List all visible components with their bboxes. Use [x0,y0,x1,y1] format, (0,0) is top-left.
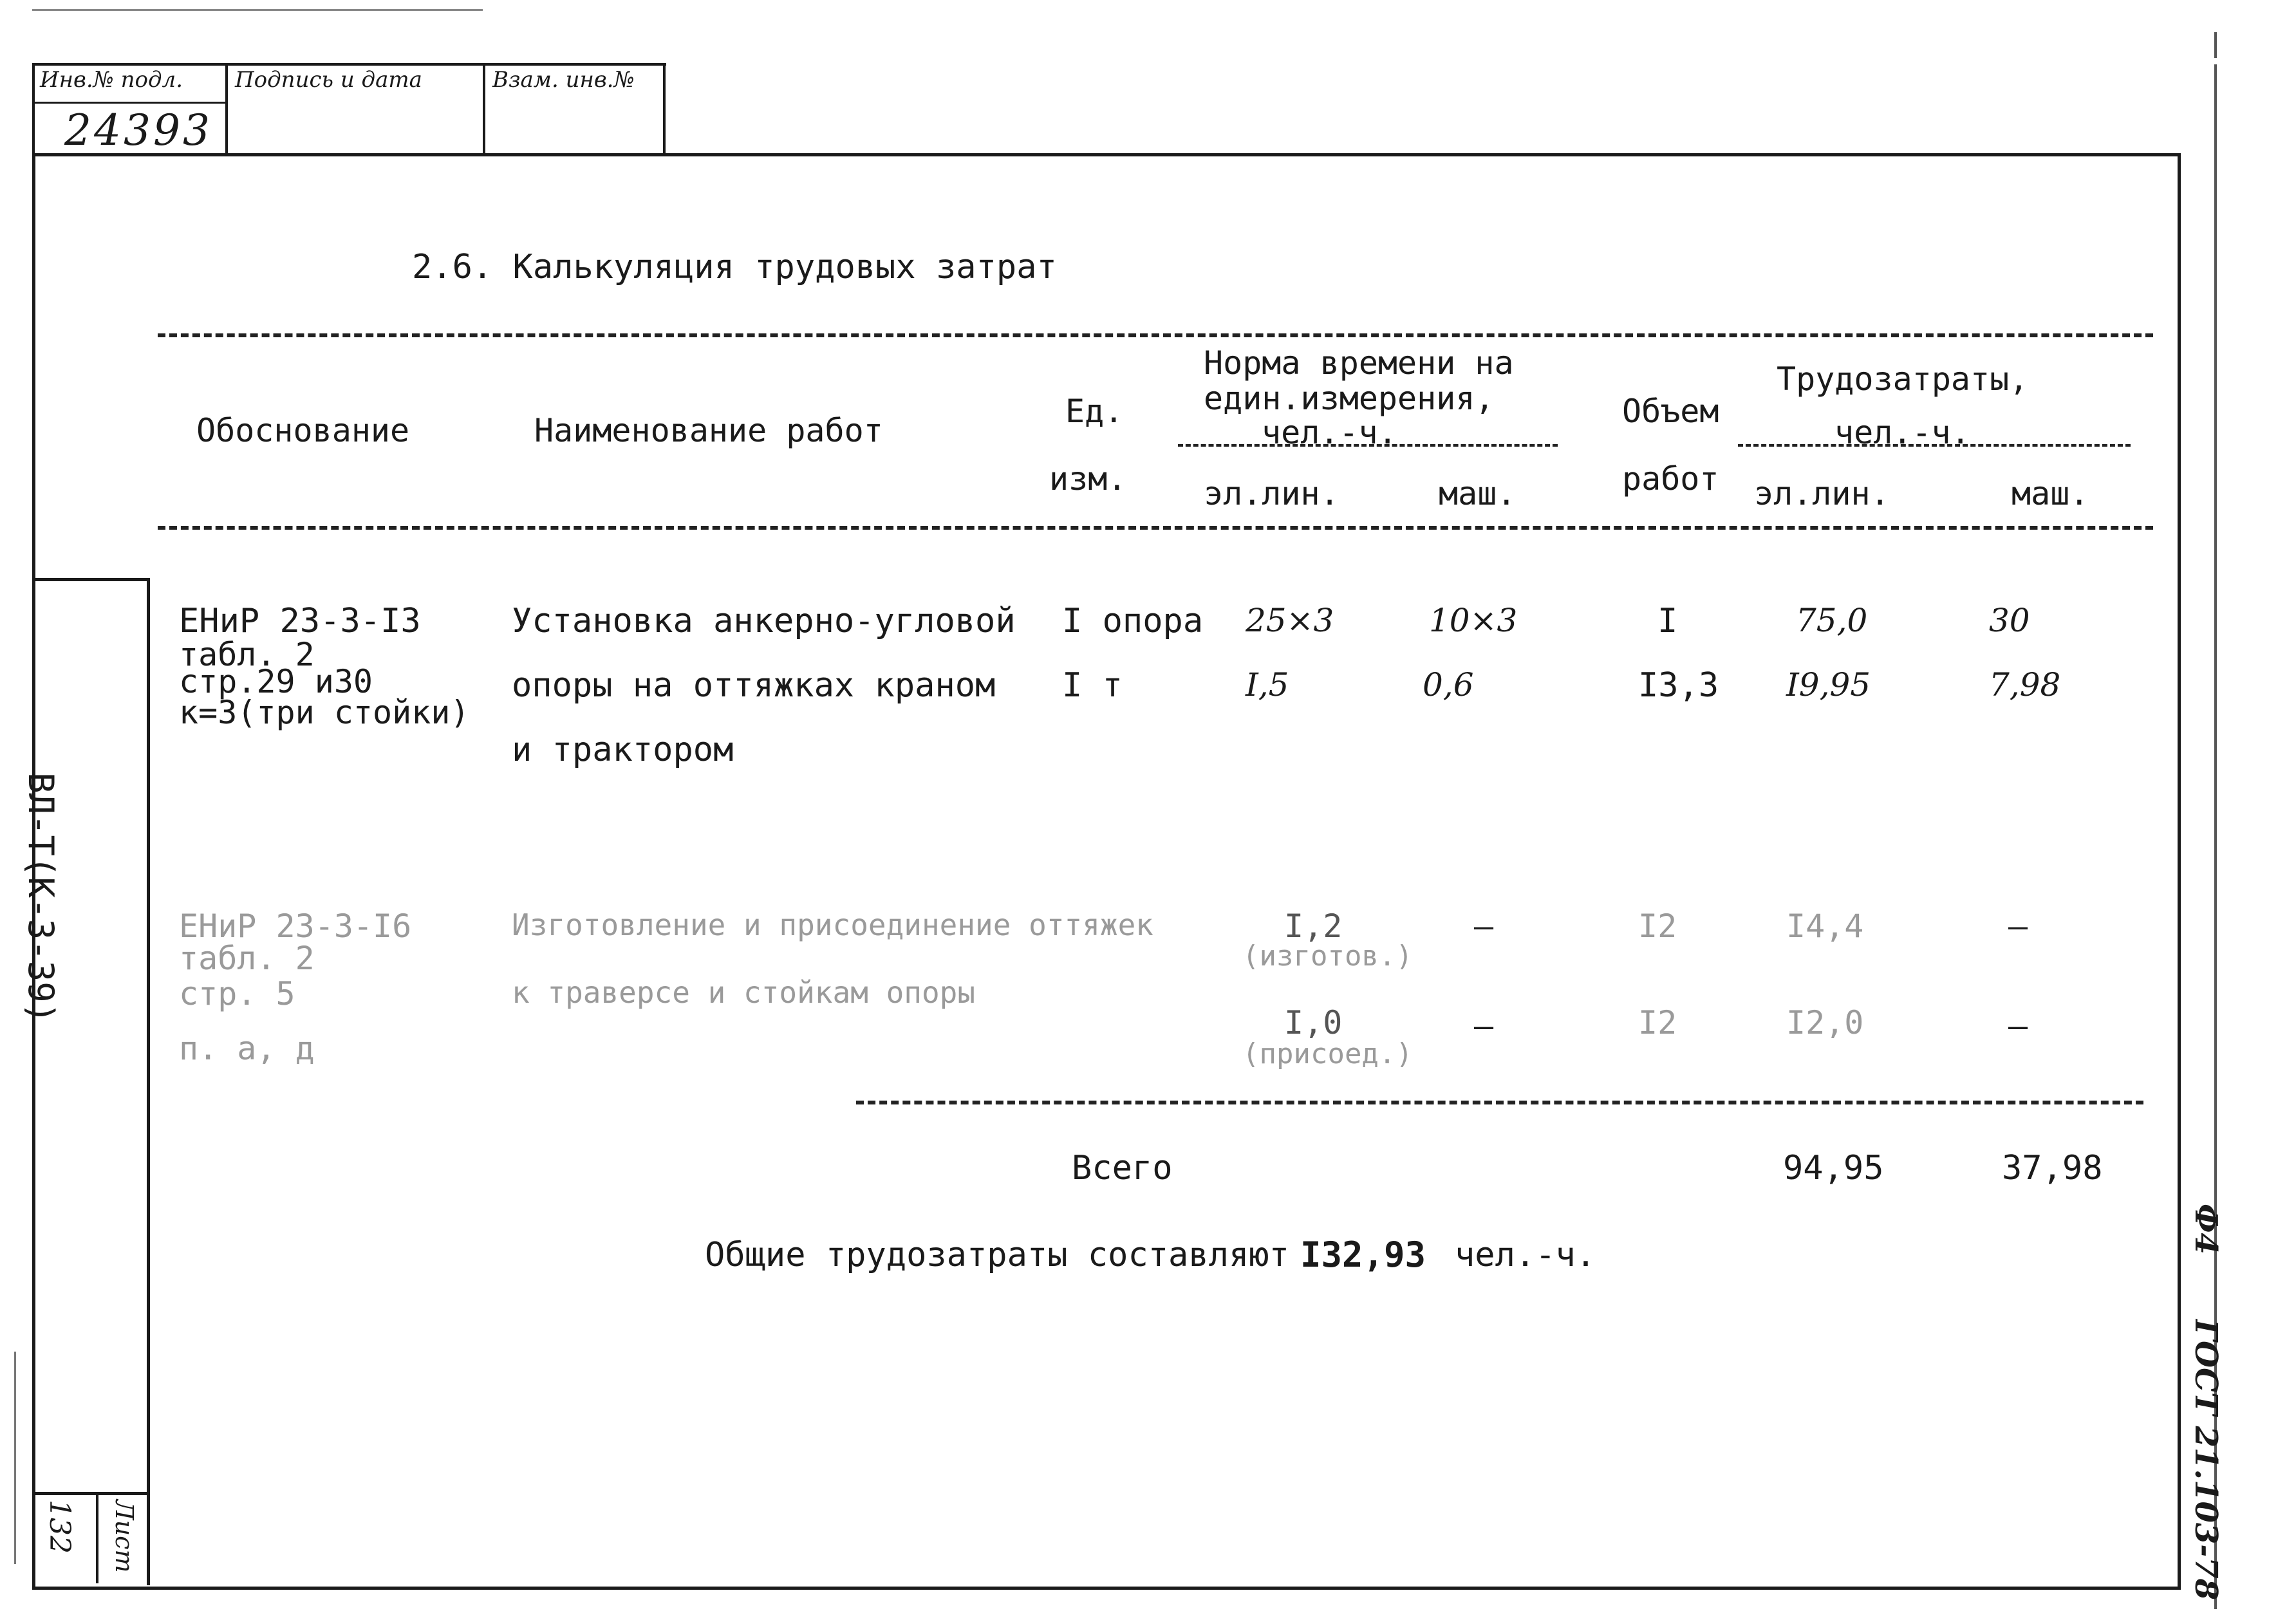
row1-unit-a: I опора [1062,602,1204,640]
row2-norm-b-note: (присоед.) [1242,1038,1413,1070]
left-tick [14,1352,16,1564]
row1-norm-mash-a: 10×3 [1429,602,1518,639]
header-labor-el: эл.лин. [1754,475,1890,512]
sheet-number: 132 [43,1500,76,1554]
row2-volume-a: I2 [1638,908,1677,945]
row2-basis-4: п. а, д [179,1030,315,1067]
row1-volume-b: I3,3 [1638,666,1719,705]
stamp-block [32,63,666,153]
header-norm-3: чел.-ч. [1262,414,1397,451]
row2-labor-mash-a: – [2008,908,2028,945]
row2-norm-a-note: (изготов.) [1242,940,1413,973]
sheet-label: Лист [110,1500,138,1573]
row2-name-1: Изготовление и присоединение оттяжек [512,908,1153,942]
row1-labor-mash-b: 7,98 [1989,666,2061,703]
row1-basis-3: стр.29 и30 [179,663,373,700]
header-unit-2: изм. [1049,460,1127,498]
header-labor-mash: маш. [2011,475,2089,512]
total-mash: 37,98 [2002,1149,2103,1187]
header-bottom-rule [158,526,2153,530]
header-norm-mash: маш. [1439,475,1517,512]
row1-basis-2: табл. 2 [179,636,315,673]
sign-label: Подпись и дата [235,67,422,93]
row2-volume-b: I2 [1638,1004,1677,1041]
row2-labor-el-a: I4,4 [1786,908,1864,945]
header-norm-1: Норма времени на [1204,344,1514,382]
header-basis: Обоснование [196,412,410,449]
side-code: ВЛ-Т(К-3-39) [21,772,61,1024]
row1-name-1: Установка анкерно-угловой [512,602,1016,640]
row2-mash-a: – [1474,908,1494,945]
total-rule [856,1101,2143,1104]
row1-name-3: и трактором [512,731,734,769]
row1-labor-el-a: 75,0 [1796,602,1868,639]
row1-volume-a: I [1657,602,1678,640]
row2-mash-b: – [1474,1007,1494,1045]
inv-number: 24393 [64,106,212,155]
side-strip [32,578,150,1585]
row2-name-2: к траверсе и стойкам опоры [512,975,976,1010]
standard-label: ГОСТ 21.103-78 [2188,1319,2224,1601]
total-label: Всего [1072,1149,1173,1187]
row2-basis-3: стр. 5 [179,975,295,1012]
page-title: 2.6. Калькуляция трудовых затрат [412,248,1057,286]
replace-label: Взам. инв.№ [492,67,635,93]
row1-norm-mash-b: 0,6 [1423,666,1474,703]
top-rule [32,9,483,11]
summary-text: Общие трудозатраты составляют [705,1236,1289,1274]
header-name: Наименование работ [534,412,883,449]
row1-basis-4: к=3(три стойки) [179,694,470,731]
header-labor-1: Трудозатраты, [1777,360,2029,398]
row1-unit-b: I т [1062,666,1123,705]
row2-labor-mash-b: – [2008,1007,2028,1045]
right-tick [2214,32,2217,58]
row2-norm-a: I,2 [1284,908,1343,945]
header-top-rule [158,333,2153,337]
format-label: Ф4 [2188,1204,2224,1254]
row2-basis-2: табл. 2 [179,940,315,977]
row2-basis-1: ЕНиР 23-3-I6 [179,908,412,945]
header-unit-1: Ед. [1065,393,1124,430]
summary-unit: чел.-ч. [1455,1236,1596,1274]
header-volume-1: Объем [1622,393,1719,430]
row1-norm-el-b: I,5 [1246,666,1289,703]
row2-norm-b: I,0 [1284,1004,1343,1041]
row1-basis-1: ЕНиР 23-3-I3 [179,602,421,640]
sheet-divider [96,1492,98,1583]
header-norm-2: един.измерения, [1204,380,1495,417]
summary-value: I32,93 [1300,1234,1426,1275]
row1-norm-el-a: 25×3 [1246,602,1334,639]
row2-labor-el-b: I2,0 [1786,1004,1864,1041]
header-volume-2: работ [1622,460,1719,498]
header-labor-2: чел.-ч. [1834,414,1970,451]
row1-labor-el-b: I9,95 [1786,666,1871,703]
inv-label: Инв.№ подл. [40,67,183,93]
total-el: 94,95 [1783,1149,1884,1187]
header-norm-el: эл.лин. [1204,475,1339,512]
row1-name-2: опоры на оттяжках краном [512,666,996,705]
row1-labor-mash-a: 30 [1989,602,2030,639]
